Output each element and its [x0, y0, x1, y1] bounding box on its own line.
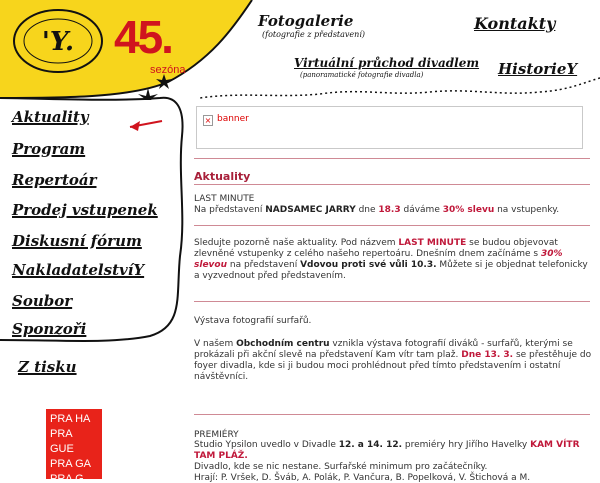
divider: [194, 301, 590, 302]
season-label: sezóna: [150, 64, 186, 76]
praha-line: PRA HA: [50, 413, 91, 425]
banner[interactable]: [196, 106, 583, 149]
nav-fotogalerie-sub: (fotografie z představení): [262, 30, 365, 39]
sidebar-item-repertoar[interactable]: Repertoár: [12, 171, 97, 189]
nav-kontakty[interactable]: Kontakty: [474, 14, 556, 33]
sidebar-item-program[interactable]: Program: [12, 140, 86, 158]
nav-virtual-tour[interactable]: Virtuální průchod divadlem: [294, 56, 480, 70]
praha-line: PRA G: [50, 473, 84, 483]
divider: [194, 184, 590, 185]
praha-line: PRA GUE: [50, 428, 74, 455]
sidebar-item-prodej-vstupenek[interactable]: Prodej vstupenek: [12, 201, 158, 219]
news-vystava-text: V našem Obchodním centru vznikla výstava fotografií diváků - surfařů, kterými se prokázali při akční slevě na představení Kam vítr tam plaž. Dne 13. 3. se přestěhuje do foyer divadla, kde si ji budou moci prohlédnout před tímto představením i ostatní návštěvníci.: [194, 339, 592, 382]
news-premiery-heading: PREMIÉRY: [194, 430, 239, 440]
nav-virtual-tour-sub: (panoramatické fotografie divadla): [300, 71, 424, 79]
sidebar-item-soubor[interactable]: Soubor: [12, 292, 73, 310]
news-aktuality-text: Sledujte pozorně naše aktuality. Pod názvem LAST MINUTE se budou objevovat zlevněné vstupenky z celého našeho repertoáru. Dnešním dnem začínáme s 30% slevou na představení Vdovou proti své vůli 10.3. Můžete si je objednat telefonicky a vyzvednout před představením.: [194, 238, 588, 281]
sidebar-item-nakladatelstvi[interactable]: NakladatelstvíY: [12, 261, 145, 279]
nav-z-tisku[interactable]: Z tisku: [18, 358, 77, 376]
content-top-divider: [194, 158, 590, 159]
studio-ypsilon-logo[interactable]: [10, 6, 106, 76]
season-number: 45.: [114, 11, 172, 63]
page-title: Aktuality: [194, 170, 251, 183]
svg-text:'Y.: 'Y.: [41, 27, 75, 57]
news-vystava-heading: Výstava fotografií surfařů.: [194, 316, 312, 326]
divider: [194, 225, 590, 226]
divider: [194, 414, 590, 415]
sidebar-item-diskusni-forum[interactable]: Diskusní fórum: [12, 232, 142, 250]
nav-historie[interactable]: HistorieY: [498, 60, 578, 78]
sidebar-item-aktuality[interactable]: Aktuality: [12, 108, 89, 126]
news-premiery-text: Studio Ypsilon uvedlo v Divadle 12. a 14. 12. premiéry hry Jiřího Havelky KAM VÍTR TAM PLÁŽ. Divadlo, kde se nic nestane. Surfařské minimum pro začátečníky. Hrají: P. Vršek, D. Šváb, A. Polák, P. Vančura, B. Popelková, V. Štichová a M.: [194, 440, 580, 483]
nav-fotogalerie[interactable]: Fotogalerie: [258, 12, 354, 30]
banner-alt-text: banner: [217, 114, 249, 124]
praha-line: PRA GA: [50, 458, 91, 470]
arrow-pointer-icon: [128, 118, 164, 136]
broken-image-icon: ×: [204, 116, 212, 125]
sidebar-item-sponzori[interactable]: Sponzoři: [12, 320, 87, 338]
praha-badge[interactable]: [46, 409, 102, 483]
news-last-minute-heading: LAST MINUTE: [194, 194, 255, 204]
news-last-minute-text: Na představení NADSAMEC JARRY dne 18.3 dáváme 30% slevu na vstupenky.: [194, 205, 560, 215]
